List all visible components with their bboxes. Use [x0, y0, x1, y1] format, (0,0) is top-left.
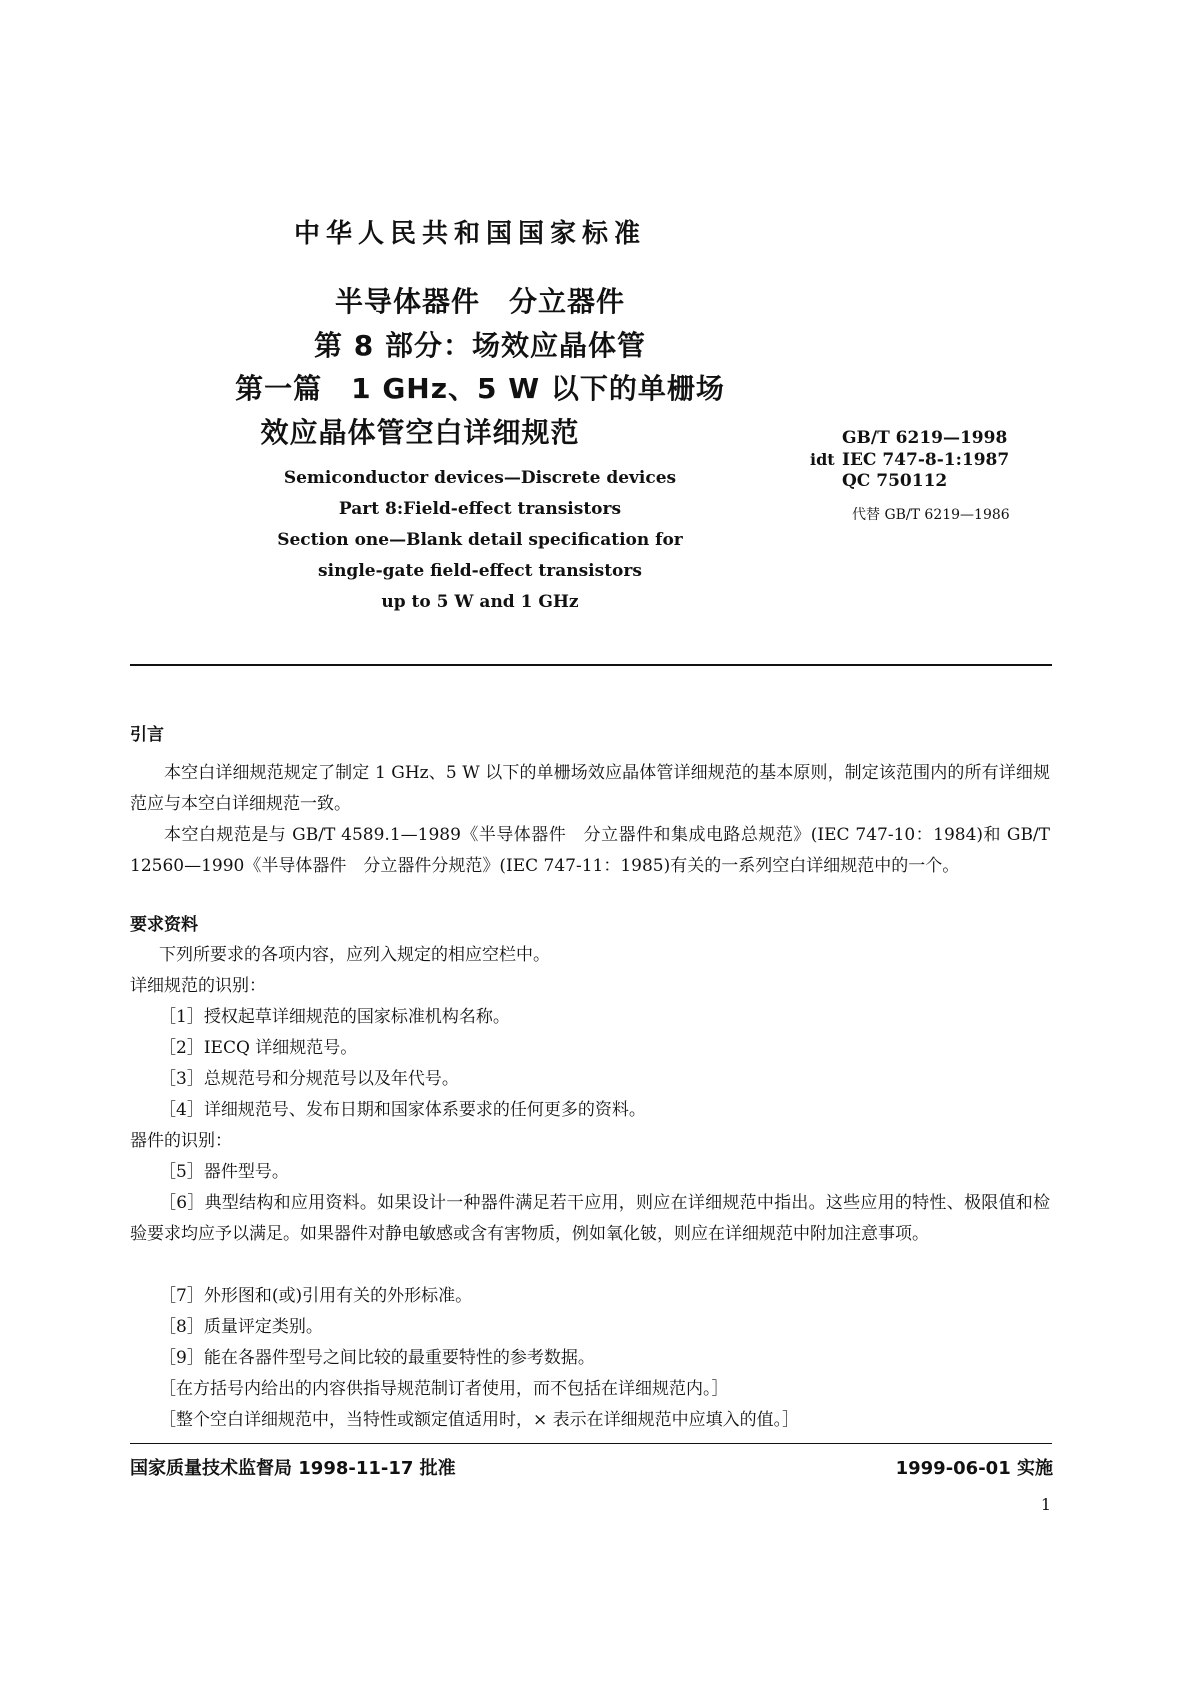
detail-spec-identification-label: 详细规范的识别： — [130, 976, 266, 996]
list-item-7: ［7］外形图和(或)引用有关的外形标准。 — [159, 1286, 473, 1306]
title-en-line2: Part 8:Field-effect transistors — [338, 499, 622, 519]
guidance-note-2: ［整个空白详细规范中，当特性或额定值适用时，× 表示在详细规范中应填入的值。］ — [159, 1410, 800, 1430]
qc-code: QC 750112 — [842, 471, 948, 491]
implementation-date: 1999-06-01 实施 — [895, 1458, 1053, 1479]
header-divider — [130, 664, 1052, 666]
list-item-6: ［6］典型结构和应用资料。如果设计一种器件满足若干应用，则应在详细规范中指出。这些应用的特性、极限值和检验要求均应予以满足。如果器件对静电敏感或含有害物质，例如氧化铍，则应在详细规范中附加注意事项。 — [130, 1193, 1050, 1244]
device-identification-label: 器件的识别： — [130, 1131, 232, 1151]
gb-code: GB/T 6219—1998 — [842, 428, 1008, 448]
list-item-2: ［2］IECQ 详细规范号。 — [159, 1038, 358, 1058]
title-en-line5: up to 5 W and 1 GHz — [381, 592, 579, 612]
guidance-note-1: ［在方括号内给出的内容供指导规范制订者使用，而不包括在详细规范内。］ — [159, 1379, 729, 1399]
title-cn-line4: 效应晶体管空白详细规范 — [260, 416, 580, 449]
intro-paragraph-2: 本空白规范是与 GB/T 4589.1—1989《半导体器件 分立器件和集成电路总规范》(IEC 747-10：1984)和 GB/T 12560—1990《半导体器件 分立器件分规范》(IEC 747-11：1985)有关的一系列空白详细规范中的一个。 — [130, 825, 1050, 876]
requirements-heading: 要求资料 — [130, 915, 198, 935]
title-en-line1: Semiconductor devices—Discrete devices — [283, 468, 677, 488]
intro-paragraph-1: 本空白详细规范规定了制定 1 GHz、5 W 以下的单栅场效应晶体管详细规范的基本原则，制定该范围内的所有详细规范应与本空白详细规范一致。 — [130, 763, 1050, 814]
list-item-3: ［3］总规范号和分规范号以及年代号。 — [159, 1069, 459, 1089]
title-en-line4: single-gate field-effect transistors — [318, 561, 642, 581]
footer-divider — [130, 1443, 1052, 1444]
standard-codes — [810, 428, 1009, 492]
page-number: 1 — [1040, 1495, 1051, 1514]
list-item-5: ［5］器件型号。 — [159, 1162, 289, 1182]
title-en-line3: Section one—Blank detail specification for — [277, 530, 683, 550]
title-cn-line3: 第一篇 1 GHz、5 W 以下的单栅场 — [235, 372, 725, 405]
national-standard-heading: 中华人民共和国国家标准 — [293, 219, 646, 249]
title-cn-line2: 第 8 部分：场效应晶体管 — [314, 329, 646, 362]
title-cn-line1: 半导体器件 分立器件 — [334, 285, 625, 318]
idt-prefix: idt — [810, 450, 835, 469]
list-item-1: ［1］授权起草详细规范的国家标准机构名称。 — [159, 1007, 510, 1027]
replaces-note: 代替 GB/T 6219—1986 — [852, 507, 1010, 523]
intro-heading: 引言 — [130, 725, 164, 745]
list-item-8: ［8］质量评定类别。 — [159, 1317, 323, 1337]
list-item-4: ［4］详细规范号、发布日期和国家体系要求的任何更多的资料。 — [159, 1100, 646, 1120]
requirements-lead: 下列所要求的各项内容，应列入规定的相应空栏中。 — [159, 945, 550, 965]
approval-line: 国家质量技术监督局 1998-11-17 批准 — [130, 1458, 456, 1479]
iec-code: IEC 747-8-1:1987 — [842, 450, 1010, 470]
list-item-9: ［9］能在各器件型号之间比较的最重要特性的参考数据。 — [159, 1348, 595, 1368]
